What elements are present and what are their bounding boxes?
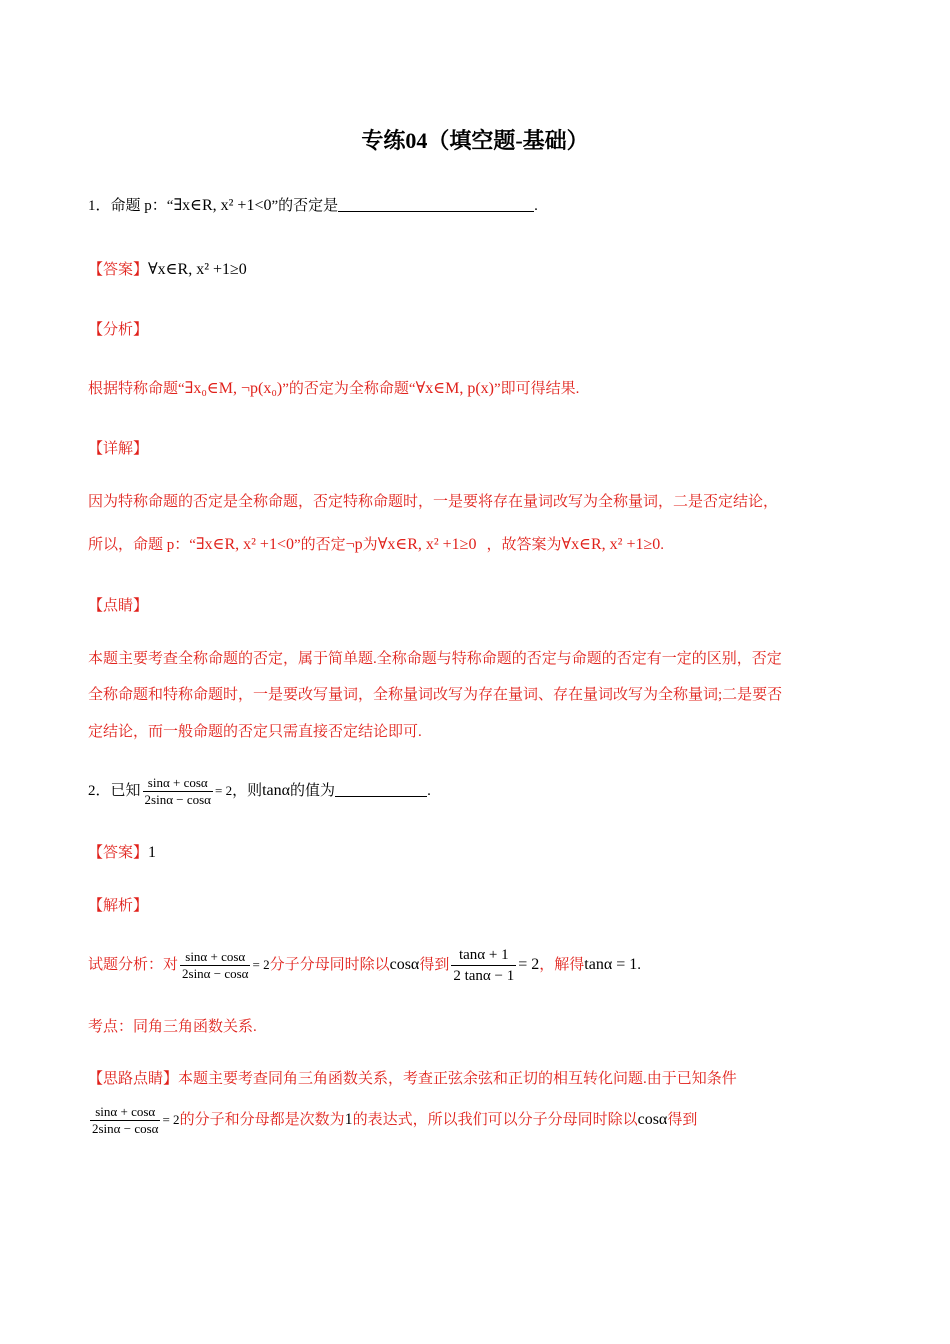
question-2 — [88, 771, 431, 811]
formula: = 2 — [215, 783, 233, 798]
question-text: 命题 p：“ — [110, 198, 174, 214]
kaodian: 考点：同角三角函数关系. — [88, 1019, 257, 1035]
point-tag: 【点睛】 — [88, 598, 149, 614]
analysis-tag: 【解析】 — [88, 898, 149, 914]
analysis-text — [88, 943, 641, 987]
text-segment: 本题主要考查同角三角函数关系，考查正弦余弦和正切的相互转化问题.由于已知条件 — [178, 1071, 737, 1087]
silu-line-1 — [88, 1068, 737, 1090]
formula: ∃x₀∈M, ¬p(x₀) — [184, 380, 283, 397]
text-segment: 的表达式，所以我们可以分子分母同时除以 — [352, 1112, 638, 1128]
answer-blank — [335, 782, 427, 797]
formula: tanα — [262, 782, 291, 799]
formula: = 2 — [162, 1112, 180, 1127]
answer-formula: ∀x∈R, x² +1≥0 — [148, 261, 247, 278]
text-segment: ，故答案为 — [486, 537, 562, 553]
fraction — [451, 945, 516, 986]
text-segment: 根据特称命题“ — [88, 381, 185, 397]
punctuation: . — [637, 957, 641, 973]
text-segment: 为 — [362, 537, 378, 553]
answer-2 — [88, 842, 156, 864]
text-segment: 得到 — [667, 1112, 698, 1128]
formula: = 2 — [518, 956, 540, 973]
point-line-2: 全称命题和特称命题时，一是要改写量词，全称量词改写为存在量词、存在量词改写为全称量词;二是要否 — [88, 687, 783, 703]
point-line-1: 本题主要考查全称命题的否定，属于简单题.全称命题与特称命题的否定与命题的否定有一定的区别，否定 — [88, 651, 782, 667]
text-segment: 的分子和分母都是次数为 — [179, 1112, 345, 1128]
punctuation: . — [427, 783, 431, 799]
text-segment: 试题分析：对 — [88, 957, 179, 973]
question-1 — [88, 195, 538, 217]
fraction — [143, 775, 213, 808]
silu-line-2 — [88, 1100, 697, 1140]
formula: ∀x∈M, p(x) — [415, 380, 494, 397]
punctuation: . — [534, 198, 538, 214]
text-segment: 的值为 — [290, 783, 336, 799]
answer-tag: 【答案】 — [88, 845, 149, 861]
formula: 1 — [344, 1111, 353, 1128]
text-segment: 分子分母同时除以 — [269, 957, 390, 973]
formula: ¬p — [345, 536, 363, 553]
question-number: 2． — [88, 783, 111, 799]
fraction-numerator: sinα + cosα — [90, 1104, 160, 1121]
formula: ∃x∈R, x² +1<0 — [195, 536, 294, 553]
answer-1 — [88, 259, 247, 281]
formula: cosα — [637, 1111, 668, 1128]
formula: ∀x∈R, x² +1≥0 — [561, 536, 661, 553]
fraction-denominator: 2sinα − cosα — [144, 792, 211, 808]
fraction-numerator: sinα + cosα — [180, 949, 250, 966]
formula: ∃x∈R, x² +1<0 — [173, 197, 272, 214]
analysis-text — [88, 378, 579, 400]
punctuation: . — [660, 537, 665, 553]
analysis-tag: 【分析】 — [88, 322, 149, 338]
fraction-numerator: tanα + 1 — [451, 945, 516, 966]
page-title: 专练04（填空题-基础） — [361, 128, 589, 153]
question-number: 1． — [88, 198, 111, 214]
text-segment: ，则 — [232, 783, 263, 799]
silu-tag: 【思路点睛】 — [88, 1071, 179, 1087]
answer-value: 1 — [148, 844, 157, 861]
text-segment: ”的否定为全称命题“ — [282, 381, 416, 397]
text-segment: ，解得 — [539, 957, 585, 973]
detail-tag: 【详解】 — [88, 441, 149, 457]
question-text: ”的否定是 — [271, 198, 339, 214]
question-text: 已知 — [110, 783, 141, 799]
text-segment: ”即可得结果. — [493, 381, 580, 397]
fraction-denominator: 2 tanα − 1 — [453, 968, 515, 985]
detail-line-2 — [88, 534, 664, 556]
fraction-denominator: 2sinα − cosα — [182, 966, 249, 982]
formula: = 2 — [252, 957, 270, 972]
text-segment: ”的否定 — [293, 537, 346, 553]
text-segment: 得到 — [419, 957, 450, 973]
point-line-3: 定结论，而一般命题的否定只需直接否定结论即可. — [88, 724, 422, 740]
text-segment: 所以，命题 p：“ — [88, 537, 196, 553]
answer-tag: 【答案】 — [88, 262, 149, 278]
fraction — [180, 949, 250, 982]
answer-blank — [338, 197, 534, 212]
fraction-numerator: sinα + cosα — [143, 775, 213, 792]
formula: ∀x∈R, x² +1≥0 — [377, 536, 477, 553]
formula: tanα = 1 — [584, 956, 638, 973]
detail-line-1: 因为特称命题的否定是全称命题，否定特称命题时，一是要将存在量词改写为全称量词，二是否定结论， — [88, 494, 779, 510]
formula: cosα — [389, 956, 420, 973]
fraction-denominator: 2sinα − cosα — [92, 1121, 159, 1137]
fraction — [90, 1104, 160, 1137]
